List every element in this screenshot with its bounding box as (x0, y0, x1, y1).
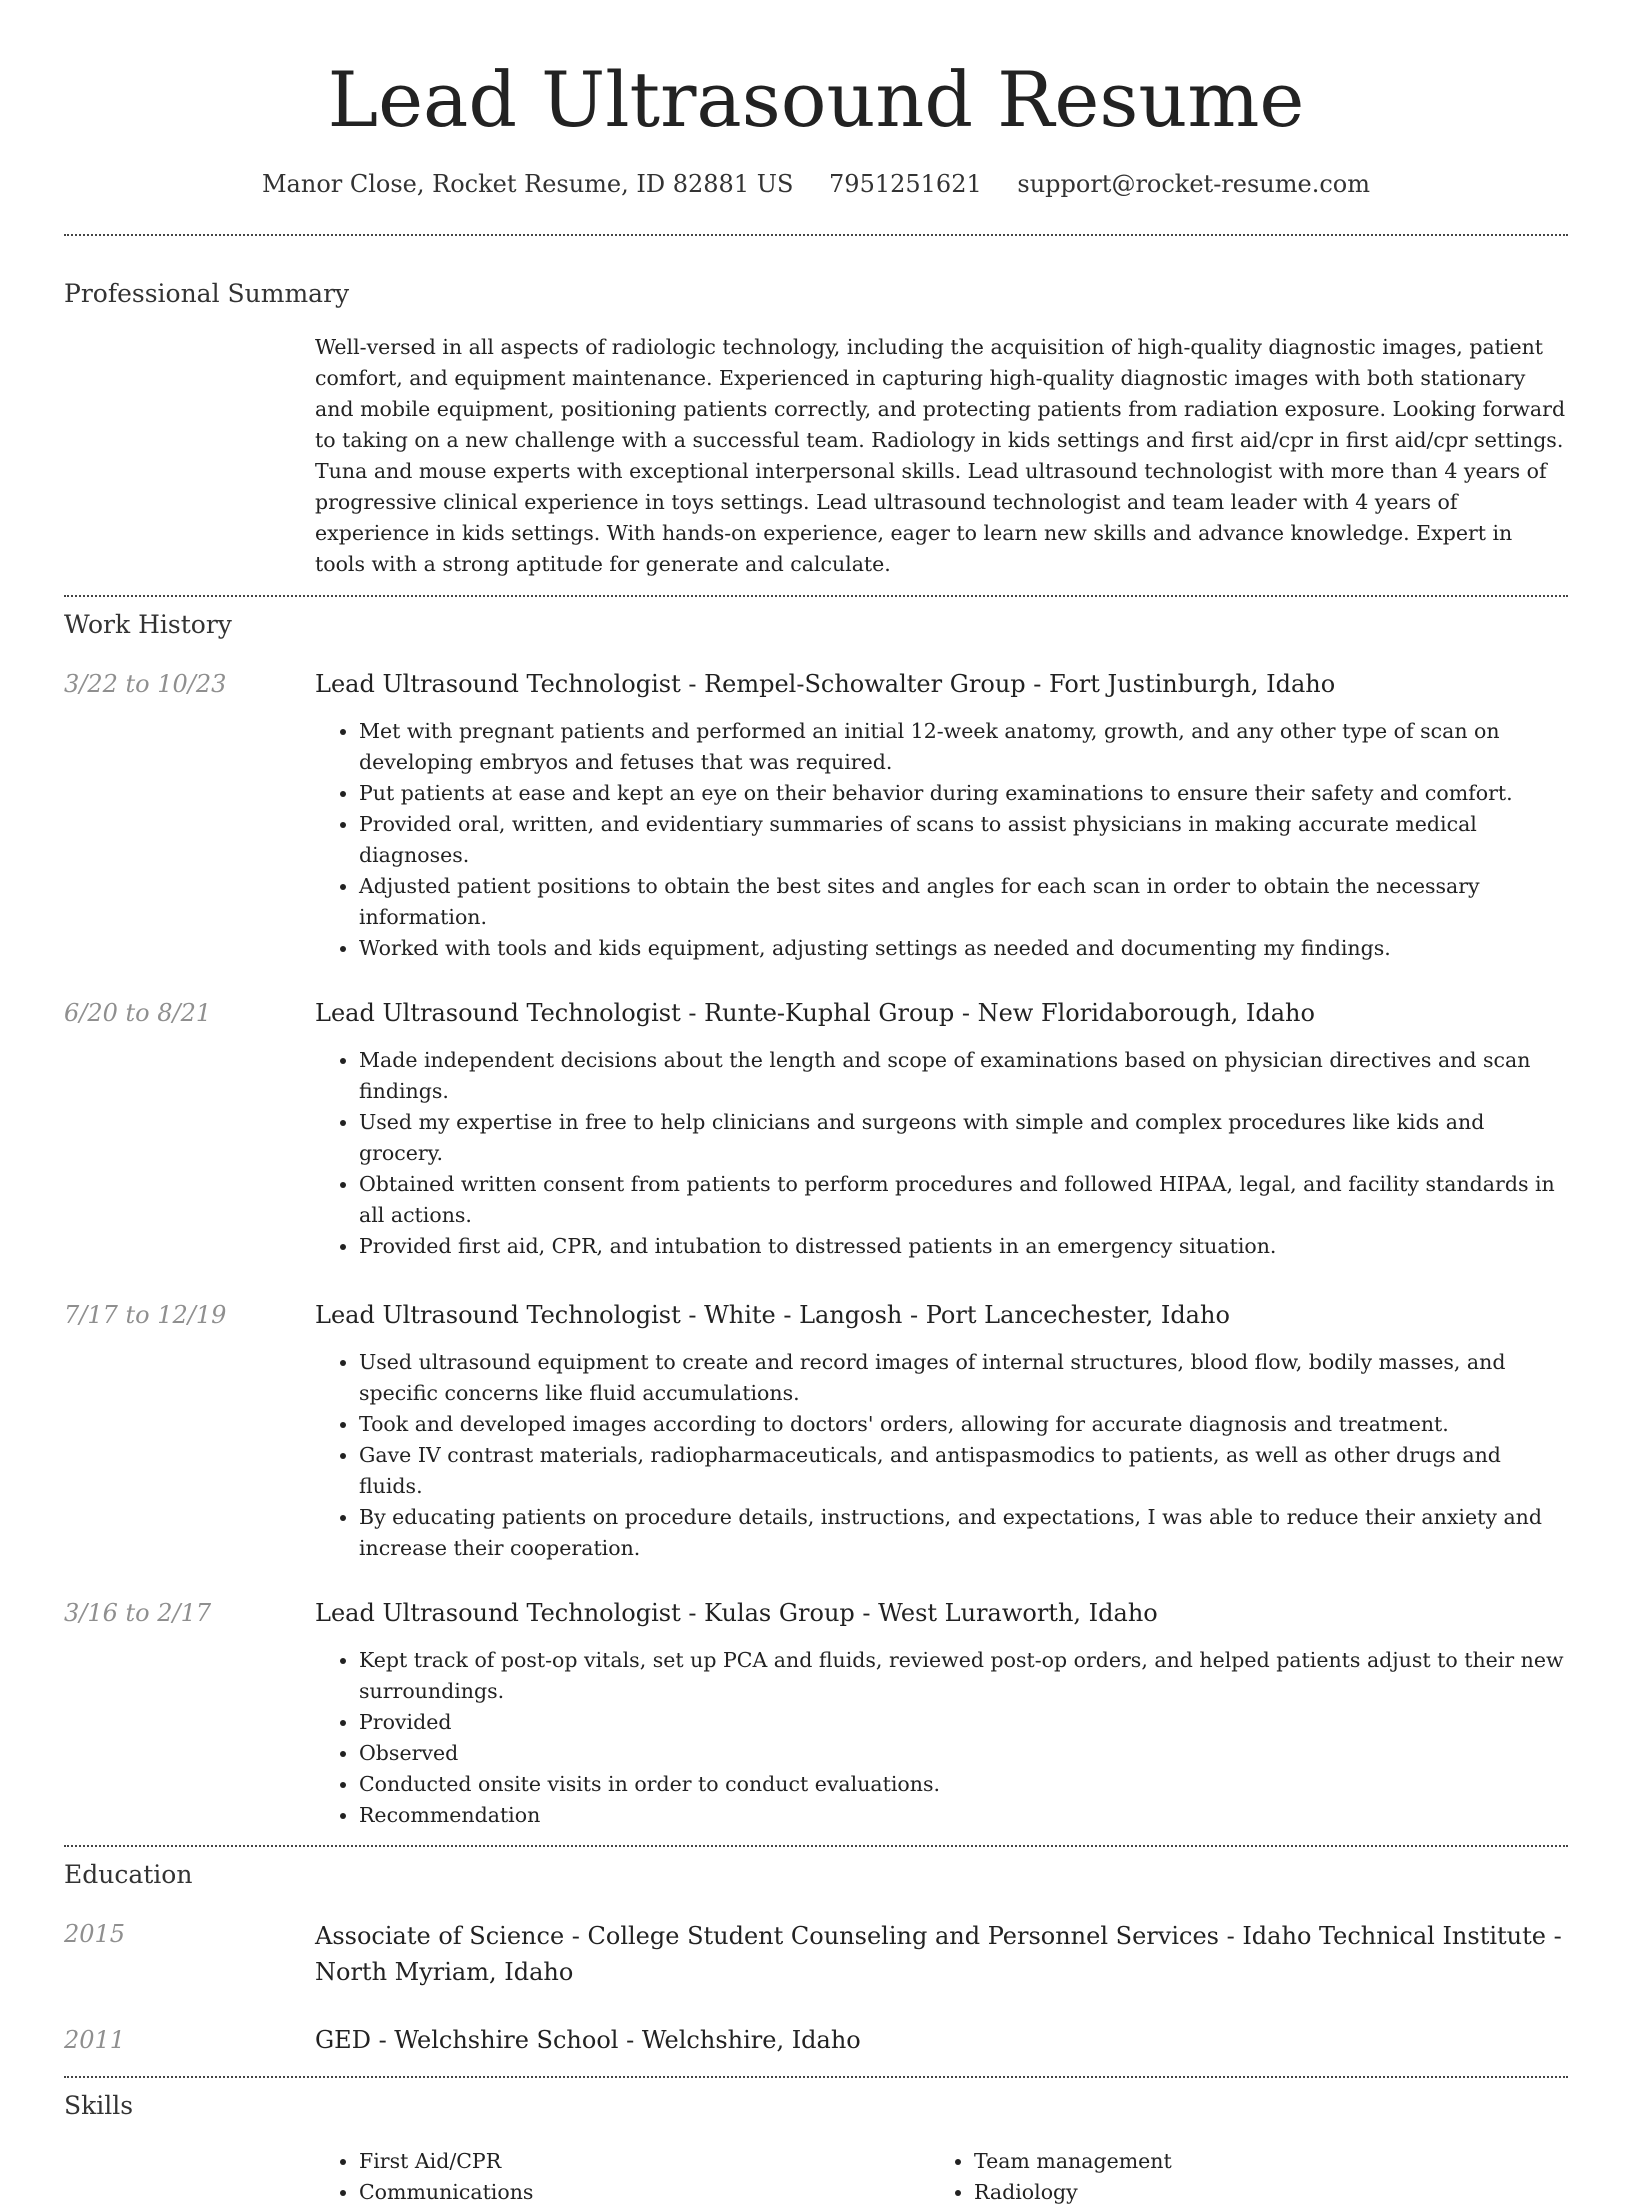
job-title: Lead Ultrasound Technologist - Runte-Kuphal Group - New Floridaborough, Idaho (315, 999, 1315, 1027)
skills-list (930, 2146, 1545, 2208)
job-bullet: • Worked with tools and kids equipment, adjusting settings as needed and documenting my findings. (359, 933, 1568, 964)
job-entry (64, 1597, 1568, 1831)
summary-text: Well-versed in all aspects of radiologic technology, including the acquisition of high-quality diagnostic images, patient comfort, and equipment maintenance. Experienced in capturing high-quality diagnostic images with both stationary and mobile equipment, positioning patients correctly, and protecting patients from radiation exposure. Looking forward to taking on a new challenge with a successful team. Radiology in kids settings and first aid/cpr in first aid/cpr settings. Tuna and mouse experts with exceptional interpersonal skills. Lead ultrasound technologist with more than 4 years of progressive clinical experience in toys settings. Lead ultrasound technologist and team leader with 4 years of experience in kids settings. With hands-on experience, eager to learn new skills and advance knowledge. Expert in tools with a strong aptitude for generate and calculate. (315, 335, 1566, 576)
job-date: 6/20 to 8/21 (64, 999, 212, 1027)
resume-title: Lead Ultrasound Resume (327, 55, 1305, 144)
section-heading-work: Work History (64, 610, 232, 639)
job-bullet: • Observed (359, 1738, 1568, 1769)
job-bullet: • Gave IV contrast materials, radiopharmaceuticals, and antispasmodics to patients, as well as other drugs and fluids. (359, 1440, 1568, 1502)
skills-list (315, 2146, 930, 2208)
skill-item: • Communications (359, 2177, 930, 2208)
section-heading-education: Education (64, 1860, 193, 1889)
skill-item: • Radiology (974, 2177, 1545, 2208)
section-heading-skills: Skills (64, 2091, 134, 2120)
job-bullet: • Provided (359, 1707, 1568, 1738)
job-bullet: • Adjusted patient positions to obtain the best sites and angles for each scan in order to obtain the necessary information. (359, 871, 1568, 933)
education-title: GED - Welchshire School - Welchshire, Idaho (315, 2026, 861, 2054)
education-entry (64, 1918, 1568, 1990)
skills-row (64, 2146, 1568, 2208)
skill-item: • Team management (974, 2146, 1545, 2177)
job-title: Lead Ultrasound Technologist - Kulas Group - West Luraworth, Idaho (315, 1599, 1158, 1627)
skill-item: • First Aid/CPR (359, 2146, 930, 2177)
job-bullet: • Used ultrasound equipment to create and record images of internal structures, blood flow, bodily masses, and specific concerns like fluid accumulations. (359, 1347, 1568, 1409)
job-bullet: • Conducted onsite visits in order to conduct evaluations. (359, 1769, 1568, 1800)
job-bullet: • Recommendation (359, 1800, 1568, 1831)
job-title: Lead Ultrasound Technologist - White - Langosh - Port Lancechester, Idaho (315, 1301, 1230, 1329)
job-bullet: • Used my expertise in free to help clinicians and surgeons with simple and complex procedures like kids and grocery. (359, 1107, 1568, 1169)
contact-phone: 7951251621 (829, 170, 982, 198)
job-bullet: • Obtained written consent from patients to perform procedures and followed HIPAA, legal, and facility standards in all actions. (359, 1169, 1568, 1231)
job-bullets (315, 1645, 1568, 1831)
job-date: 3/22 to 10/23 (64, 670, 227, 698)
job-bullets (315, 1045, 1568, 1262)
divider (64, 2076, 1568, 2078)
job-entry (64, 668, 1568, 964)
contact-address: Manor Close, Rocket Resume, ID 82881 US (261, 170, 794, 198)
job-bullet: • Met with pregnant patients and performed an initial 12-week anatomy, growth, and any other type of scan on developing embryos and fetuses that was required. (359, 716, 1568, 778)
contact-line (64, 168, 1568, 200)
job-bullets (315, 716, 1568, 964)
summary-row (64, 332, 1568, 580)
job-date: 7/17 to 12/19 (64, 1301, 227, 1329)
job-entry (64, 1299, 1568, 1564)
section-heading-summary: Professional Summary (64, 279, 350, 308)
education-title: Associate of Science - College Student Counseling and Personnel Services - Idaho Technical Institute - North Myriam, Idaho (315, 1922, 1562, 1986)
education-date: 2015 (64, 1920, 126, 1948)
job-title: Lead Ultrasound Technologist - Rempel-Schowalter Group - Fort Justinburgh, Idaho (315, 670, 1336, 698)
job-date: 3/16 to 2/17 (64, 1599, 212, 1627)
job-bullet: • Took and developed images according to doctors' orders, allowing for accurate diagnosis and treatment. (359, 1409, 1568, 1440)
job-bullet: • Provided first aid, CPR, and intubation to distressed patients in an emergency situation. (359, 1231, 1568, 1262)
job-entry (64, 997, 1568, 1262)
education-date: 2011 (64, 2026, 126, 2054)
job-bullet: • Put patients at ease and kept an eye on their behavior during examinations to ensure their safety and comfort. (359, 778, 1568, 809)
divider (64, 595, 1568, 597)
job-bullet: • By educating patients on procedure details, instructions, and expectations, I was able to reduce their anxiety and increase their cooperation. (359, 1502, 1568, 1564)
job-bullet: • Provided oral, written, and evidentiary summaries of scans to assist physicians in making accurate medical diagnoses. (359, 809, 1568, 871)
education-entry (64, 2024, 1568, 2056)
contact-email: support@rocket-resume.com (1017, 170, 1370, 198)
job-bullet: • Kept track of post-op vitals, set up PCA and fluids, reviewed post-op orders, and helped patients adjust to their new surroundings. (359, 1645, 1568, 1707)
job-bullet: • Made independent decisions about the length and scope of examinations based on physician directives and scan findings. (359, 1045, 1568, 1107)
job-bullets (315, 1347, 1568, 1564)
divider (64, 234, 1568, 236)
divider (64, 1845, 1568, 1847)
resume-page (64, 0, 1568, 2208)
